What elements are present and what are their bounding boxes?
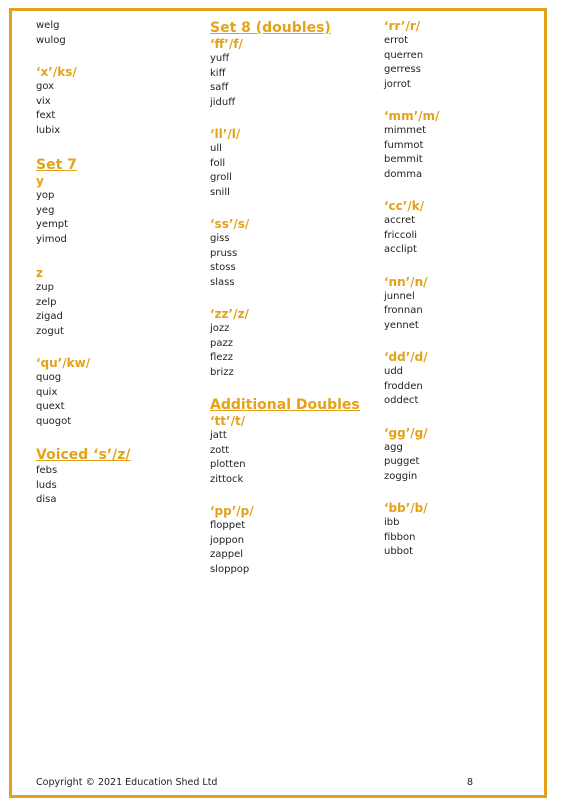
word-item: gox — [36, 81, 55, 92]
phoneme-heading: ‘bb’/b/ — [384, 501, 428, 515]
word-item: zogut — [36, 325, 64, 337]
word-item: ull — [210, 143, 222, 154]
word-list — [36, 80, 196, 138]
word-group — [36, 19, 196, 48]
word-item: vix — [36, 95, 51, 107]
word-item: sloppop — [210, 563, 250, 575]
word-item: yimod — [36, 233, 67, 245]
word-item: joppon — [210, 534, 245, 546]
word-list — [210, 519, 380, 577]
word-item: quogot — [36, 415, 72, 427]
word-item: bemmit — [384, 154, 423, 165]
word-item: frodden — [384, 380, 423, 392]
phoneme-heading: ‘ff’/f/ — [210, 37, 243, 51]
column-1 — [36, 19, 196, 508]
word-item: friccoli — [384, 229, 418, 241]
phoneme-heading: z — [36, 266, 43, 280]
word-item: junnel — [384, 290, 415, 302]
word-group — [384, 426, 534, 485]
word-item: floppet — [210, 520, 246, 531]
word-group — [36, 174, 196, 247]
word-item: gerress — [384, 64, 421, 75]
set-heading: Voiced ‘s’/z/ — [36, 447, 131, 463]
word-group — [210, 307, 380, 380]
word-list — [36, 464, 196, 508]
word-list — [384, 365, 534, 409]
word-item: ibb — [384, 517, 400, 528]
word-list — [210, 322, 380, 380]
word-group — [384, 275, 534, 334]
phoneme-heading: ‘cc’/k/ — [384, 199, 425, 213]
phoneme-heading: ‘x’/ks/ — [36, 65, 77, 79]
word-group — [36, 266, 196, 339]
word-item: fummot — [384, 139, 424, 151]
copyright-text: Copyright © 2021 Education Shed Ltd — [36, 777, 218, 788]
word-item: giss — [210, 233, 230, 244]
word-item: yennet — [384, 319, 419, 331]
word-list — [36, 371, 196, 429]
column-2 — [210, 19, 380, 577]
word-item: quext — [36, 401, 65, 412]
word-item: fibbon — [384, 531, 416, 543]
word-item: plotten — [210, 459, 246, 470]
word-item: foll — [210, 157, 226, 169]
word-list — [36, 19, 196, 48]
word-item: stoss — [210, 262, 236, 273]
word-item: zigad — [36, 311, 63, 322]
word-item: disa — [36, 494, 57, 505]
word-group — [210, 396, 380, 414]
word-item: domma — [384, 168, 423, 180]
word-item: zott — [210, 444, 230, 456]
word-item: quog — [36, 372, 62, 383]
word-list — [384, 214, 534, 258]
word-list — [384, 516, 534, 560]
phoneme-heading: ‘nn’/n/ — [384, 274, 428, 289]
word-group — [210, 414, 380, 487]
word-item: pazz — [210, 337, 233, 349]
word-item: febs — [36, 465, 58, 476]
word-group — [210, 37, 380, 110]
word-item: welg — [36, 20, 60, 31]
word-list — [384, 290, 534, 334]
word-item: accret — [384, 215, 416, 226]
word-item: snill — [210, 186, 230, 198]
word-item: jatt — [210, 430, 227, 441]
word-group — [36, 446, 196, 508]
word-item: yuff — [210, 53, 230, 64]
word-item: ubbot — [384, 546, 414, 557]
word-item: wulog — [36, 34, 66, 46]
word-item: zup — [36, 282, 54, 293]
word-group — [384, 350, 534, 409]
word-item: saff — [210, 82, 229, 93]
word-item: acclipt — [384, 244, 417, 255]
word-item: yempt — [36, 219, 69, 230]
word-item: pruss — [210, 247, 238, 259]
word-item: oddect — [384, 395, 419, 406]
word-group — [36, 356, 196, 429]
word-group — [210, 127, 380, 200]
word-item: kiff — [210, 67, 226, 79]
page-number: 8 — [467, 777, 474, 788]
phoneme-heading: ‘rr’/r/ — [384, 19, 421, 33]
word-item: fext — [36, 110, 56, 121]
word-item: brizz — [210, 366, 234, 378]
word-list — [36, 189, 196, 247]
word-list — [210, 142, 380, 200]
word-item: mimmet — [384, 125, 427, 136]
word-item: jiduff — [210, 96, 236, 108]
word-list — [210, 232, 380, 290]
phoneme-heading: y — [36, 174, 44, 188]
word-item: yeg — [36, 204, 55, 216]
phoneme-heading: ‘ss’/s/ — [210, 217, 250, 231]
word-item: slass — [210, 276, 235, 288]
phoneme-heading: ‘ll’/l/ — [210, 127, 241, 141]
word-group — [384, 109, 534, 182]
word-group — [210, 217, 380, 290]
word-item: pugget — [384, 456, 420, 467]
column-3 — [384, 19, 534, 560]
word-list — [36, 281, 196, 339]
word-group — [210, 504, 380, 577]
word-item: agg — [384, 441, 403, 453]
phoneme-heading: ‘dd’/d/ — [384, 350, 428, 364]
word-item: lubix — [36, 124, 61, 136]
word-list — [210, 429, 380, 487]
word-item: quix — [36, 386, 58, 398]
word-item: flezz — [210, 352, 233, 363]
word-item: zittock — [210, 473, 244, 485]
phoneme-heading: ‘pp’/p/ — [210, 504, 254, 518]
word-item: luds — [36, 479, 57, 491]
word-group — [36, 65, 196, 138]
phoneme-heading: ‘qu’/kw/ — [36, 356, 91, 370]
word-item: zelp — [36, 296, 57, 308]
set-heading: Additional Doubles — [210, 397, 360, 413]
word-group — [36, 156, 196, 174]
phoneme-heading: ‘zz’/z/ — [210, 307, 249, 321]
word-item: udd — [384, 366, 404, 377]
word-group — [210, 19, 380, 37]
word-item: jorrot — [384, 78, 411, 90]
word-list — [210, 52, 380, 110]
word-item: jozz — [210, 323, 230, 334]
phoneme-heading: ‘gg’/g/ — [384, 425, 428, 440]
word-item: fronnan — [384, 305, 423, 316]
phoneme-heading: ‘tt’/t/ — [210, 414, 246, 428]
word-list — [384, 441, 534, 485]
set-heading: Set 7 — [36, 157, 77, 173]
word-item: zoggin — [384, 470, 418, 482]
word-item: querren — [384, 49, 424, 61]
word-group — [384, 199, 534, 258]
word-item: errot — [384, 35, 409, 46]
set-heading: Set 8 (doubles) — [210, 20, 331, 36]
word-list — [384, 124, 534, 182]
word-group — [384, 19, 534, 92]
word-item: groll — [210, 172, 232, 183]
word-list — [384, 34, 534, 92]
phoneme-heading: ‘mm’/m/ — [384, 109, 440, 123]
word-item: yop — [36, 190, 55, 201]
word-item: zappel — [210, 549, 244, 560]
word-group — [384, 501, 534, 560]
